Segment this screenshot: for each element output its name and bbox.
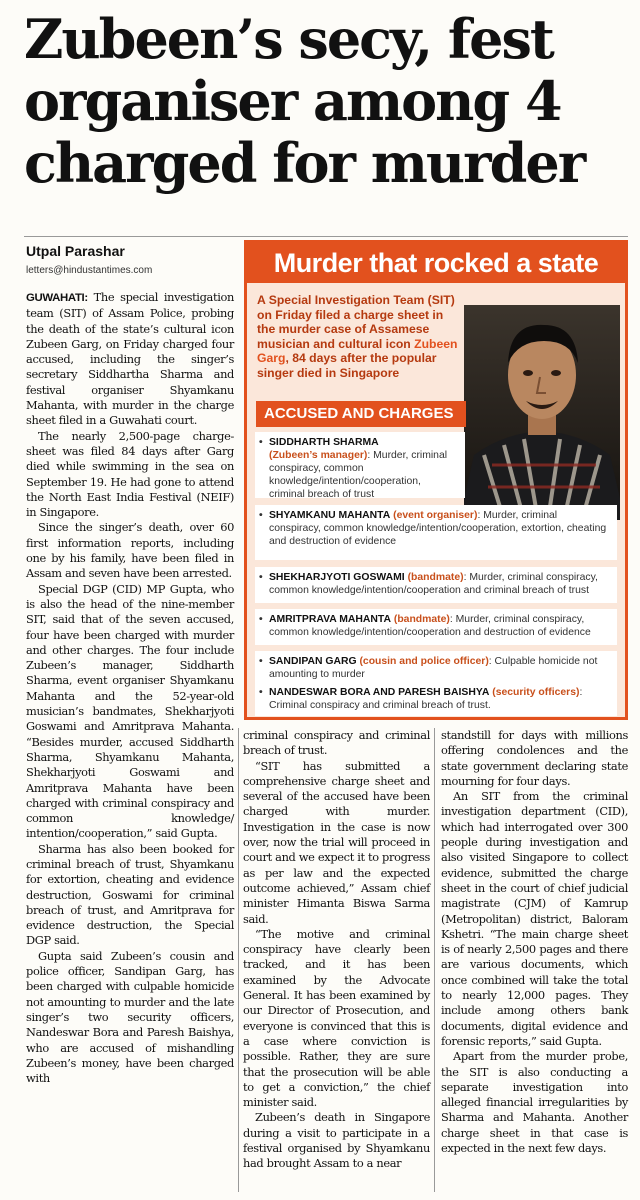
article-column-2: [243, 728, 430, 1172]
info-box: [244, 240, 628, 720]
byline-author: Utpal Parashar: [26, 243, 125, 259]
accused-item: • NANDESWAR BORA AND PARESH BAISHYA (security officers): Criminal conspiracy and criminal breach of trust.: [255, 682, 617, 716]
article-paragraph: Sharma has also been booked for criminal breach of trust, Shyamkanu for extortion, cheating and evidence destruction, Goswami for criminal breach of trust, and Amritprava for evidence destruction, the Special DGP said.: [26, 841, 234, 948]
accused-item: • SHEKHARJYOTI GOSWAMI (bandmate): Murder, criminal conspiracy, common knowledge/intention/cooperation and criminal breach of trust: [255, 567, 617, 603]
headline: [24, 8, 624, 194]
column-divider: [434, 728, 435, 1192]
bullet-icon: •: [259, 687, 263, 698]
headline-line-1: Zubeen’s secy, fest: [24, 7, 553, 71]
box-intro-name: Zubeen Garg: [257, 336, 458, 366]
article-paragraph: Gupta said Zubeen’s cousin and police officer, Sandipan Garg, has been charged with culpable homicide not amounting to murder and the late singer’s two security officers, Nandeswar Bora and Paresh Baishya, who are accused of mishandling Zubeen’s money, have been charged with: [26, 948, 234, 1086]
bullet-icon: •: [259, 614, 263, 625]
article-paragraph: Since the singer’s death, over 60 first information reports, including one by his family, have been filed in Assam and seven have been arrested.: [26, 520, 234, 581]
article-paragraph: “The motive and criminal conspiracy have clearly been tracked, and it has been examined by the Advocate General. It has been examined by our Director of Prosecution, and everyone is convinced that this is a case where conviction is possible. Rather, they are sure that the prosecution will be able to get a conviction,” the chief minister said.: [243, 926, 430, 1110]
article-paragraph: “SIT has submitted a comprehensive charge sheet and several of the accused have been charged with murder. Investigation in the case is now over, now the trial will proceed in court and we expect it to progress as per law and the expected outcome achieved,” Assam chief minister Himanta Biswa Sarma said.: [243, 758, 430, 926]
article-paragraph: standstill for days with millions offering condolences and the state government declaring state mourning for four days.: [441, 728, 628, 788]
article-paragraph: criminal conspiracy and criminal breach of trust.: [243, 728, 430, 758]
accused-item: • AMRITPRAVA MAHANTA (bandmate): Murder, criminal conspiracy, common knowledge/intention/cooperation and destruction of evidence: [255, 609, 617, 645]
byline-email[interactable]: letters@hindustantimes.com: [26, 265, 153, 276]
bullet-icon: •: [259, 437, 263, 448]
portrait-illustration: [464, 305, 620, 520]
column-divider: [238, 728, 239, 1192]
bullet-icon: •: [259, 510, 263, 521]
article-column-1: [26, 290, 234, 1086]
box-intro: A Special Investigation Team (SIT) on Friday filed a charge sheet in the murder case of Assamese musician and cultural icon Zubeen Garg, 84 days after the popular singer died in Singapore: [257, 293, 458, 380]
accused-item: • SIDDHARTH SHARMA (Zubeen’s manager): Murder, criminal conspiracy, common knowledge/intention/cooperation, criminal breach of trust: [255, 432, 465, 498]
headline-line-2: organiser among 4: [24, 69, 561, 133]
accused-heading: ACCUSED AND CHARGES: [256, 401, 466, 427]
dateline: GUWAHATI:: [26, 292, 88, 304]
headline-line-3: charged for murder: [24, 131, 585, 195]
bullet-icon: •: [259, 656, 263, 667]
bullet-icon: •: [259, 572, 263, 583]
article-column-3: [441, 728, 628, 1156]
accused-item: • SANDIPAN GARG (cousin and police officer): Culpable homicide not amounting to murder: [255, 651, 617, 687]
article-paragraph: Zubeen’s death in Singapore during a visit to participate in a festival organised by Shyamkanu had brought Assam to a near: [243, 1110, 430, 1171]
headline-rule: [24, 236, 628, 237]
article-paragraph: GUWAHATI: The special investigation team (SIT) of Assam Police, probing the death of the state’s cultural icon Zubeen Garg, on Friday charged four accused, including the singer’s secretary Siddhartha Sharma and festival organiser Shyamkanu Mahanta, with murder in the charge sheet filed in a Guwahati court.: [26, 290, 234, 428]
article-paragraph: An SIT from the criminal investigation department (CID), which had interrogated over 300 people during investigation and also visited Singapore to collect evidence, submitted the charge sheet in the court of chief judicial magistrate (CJM) of Kamrup (Metropolitan) district, Baloram Kshetri. “The main charge sheet is of nearly 2,500 pages and there are various documents, which once combined will take the total to nearly 12,000 pages. They include among others bank documents, digital evidence and forensic reports,” said Gupta.: [441, 789, 628, 1048]
accused-item: • SHYAMKANU MAHANTA (event organiser): Murder, criminal conspiracy, common knowledge/intention/cooperation, extortion, cheating and destruction of evidence: [255, 505, 617, 560]
article-paragraph: The nearly 2,500-page charge-sheet was filed 84 days after Garg died while swimming in the sea on September 19. He had gone to attend the North East India Festival (NEIF) in Singapore.: [26, 428, 234, 520]
article-paragraph: Special DGP (CID) MP Gupta, who is also the head of the nine-member SIT, said that of the seven accused, four have been charged with murder and other charges. The four include Zubeen’s manager, Siddharth Sharma, event organiser Shyamkanu Mahanta and the 52-year-old musician’s bandmates, Shekharjyoti Goswami and Amritprava Mahanta. “Besides murder, accused Siddharth Sharma, Shyamkanu Mahanta, Shekharjyoti Goswami and Amritprava Mahanta have been charged with criminal conspiracy and common knowledge/ intention/cooperation,” said Gupta.: [26, 581, 234, 841]
article-paragraph: Apart from the murder probe, the SIT is also conducting a separate investigation into alleged financial irregularities by Sharma and Mahanta. Another charge sheet in that case is expected in the next few days.: [441, 1049, 628, 1156]
box-title: Murder that rocked a state: [247, 243, 625, 283]
zubeen-garg-photo: [464, 305, 620, 520]
